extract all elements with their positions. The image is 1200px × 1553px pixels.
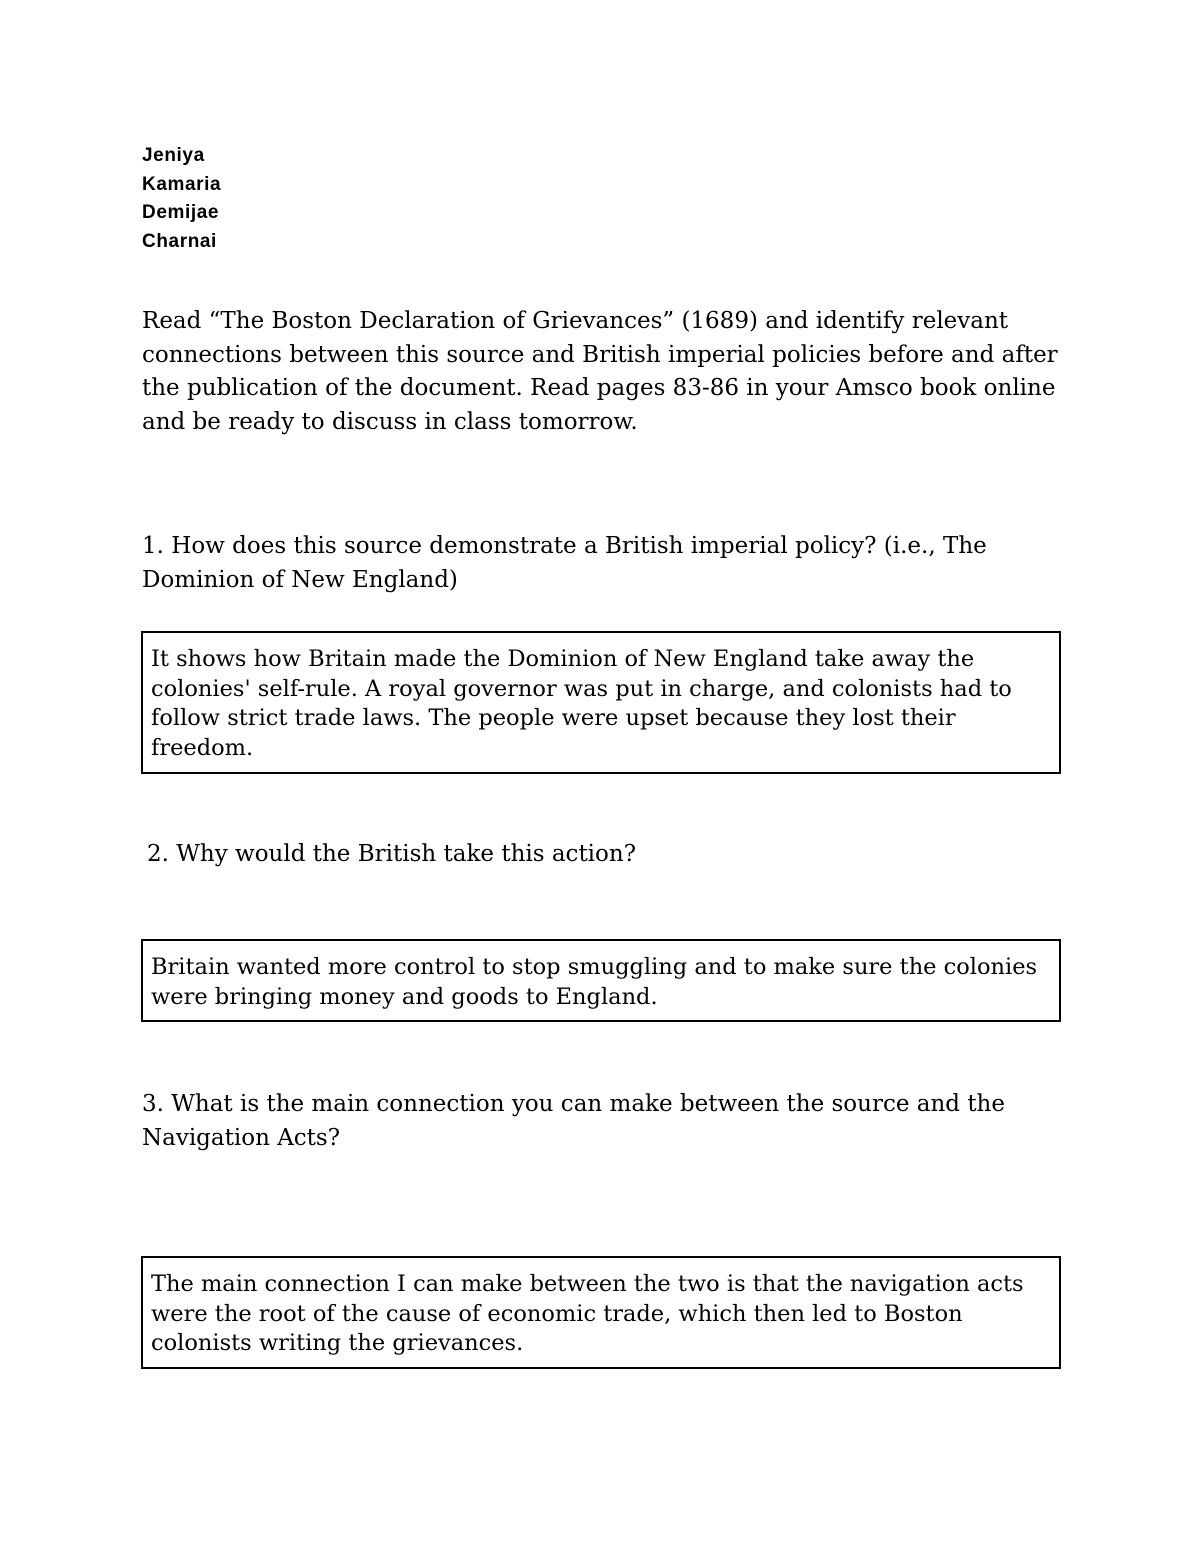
answer-box-2[interactable]: Britain wanted more control to stop smuggling and to make sure the colonies were bringing money and goods to England. [141, 939, 1061, 1022]
student-name: Kamaria [142, 173, 222, 195]
student-name: Demijae [142, 202, 220, 223]
question-2: 2. Why would the British take this action? [147, 841, 637, 867]
question-3: 3. What is the main connection you can make between the source and the Navigation Acts? [142, 1091, 1005, 1151]
answer-box-1[interactable]: It shows how Britain made the Dominion of New England take away the colonies' self-rule. A royal governor was put in charge, and colonists had to follow strict trade laws. The people were upset because they lost their freedom. [141, 631, 1061, 774]
student-names [142, 142, 221, 256]
answer-box-3[interactable]: The main connection I can make between the two is that the navigation acts were the root of the cause of economic trade, which then led to Boston colonists writing the grievances. [141, 1256, 1061, 1369]
student-name: Charnai [142, 230, 217, 252]
instructions-paragraph: Read “The Boston Declaration of Grievances” (1689) and identify relevant connections between this source and British imperial policies before and after the publication of the document. Read pages 83-86 in your Amsco book online and be ready to discuss in class tomorrow. [142, 308, 1058, 435]
question-1: 1. How does this source demonstrate a British imperial policy? (i.e., The Dominion of New England) [142, 533, 987, 593]
student-name: Jeniya [142, 145, 205, 166]
